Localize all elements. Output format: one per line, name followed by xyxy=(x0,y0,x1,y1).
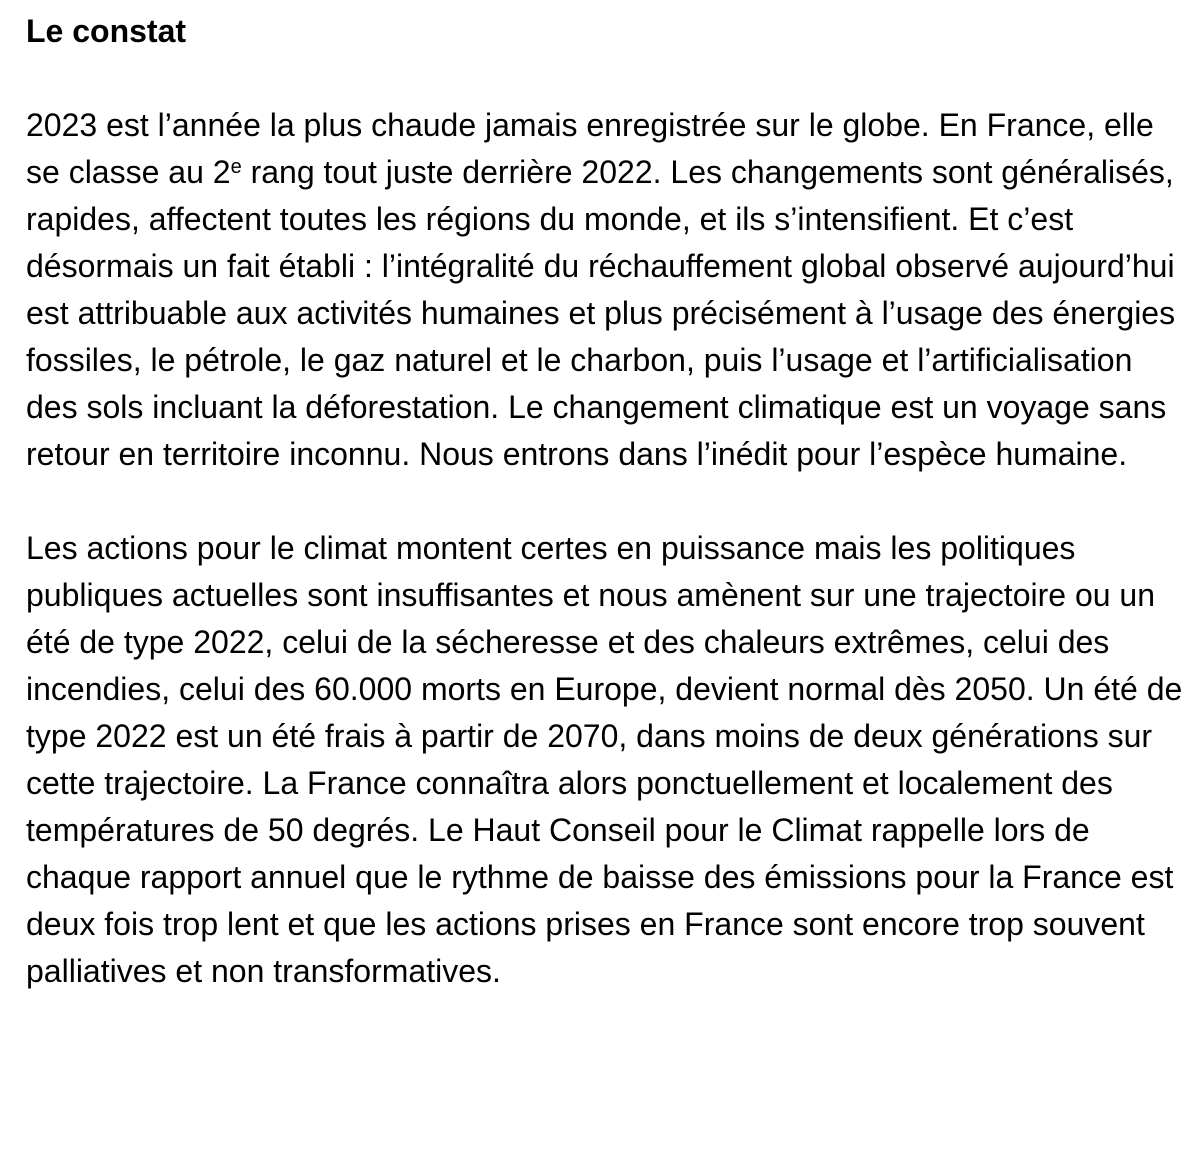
paragraph-1-text-start: 2023 est l’année la plus chaude jamais enregistrée sur le globe. En France, elle se classe au 2 xyxy=(26,107,1154,190)
section-heading: Le constat xyxy=(26,13,187,49)
paragraph-2: Les actions pour le climat montent certes en puissance mais les politiques publiques actuelles sont insuffisantes et nous amènent sur une trajectoire ou un été de type 2022, celui de la sécheresse et des chaleurs extrêmes, celui des incendies, celui des 60.000 morts en Europe, devient normal dès 2050. Un été de type 2022 est un été frais à partir de 2070, dans moins de deux générations sur cette trajectoire. La France connaîtra alors ponctuellement et localement des températures de 50 degrés. Le Haut Conseil pour le Climat rappelle lors de chaque rapport annuel que le rythme de baisse des émissions pour la France est deux fois trop lent et que les actions prises en France sont encore trop souvent palliatives et non transformatives. xyxy=(26,530,1183,989)
paragraph-1 xyxy=(26,102,1186,478)
ordinal-superscript: e xyxy=(230,156,242,178)
document-body xyxy=(26,0,1186,995)
paragraph-1-text-end: rang tout juste derrière 2022. Les changements sont généralisés, rapides, affectent toutes les régions du monde, et ils s’intensifient. Et c’est désormais un fait établi : l’intégralité du réchauffement global observé aujourd’hui est attribuable aux activités humaines et plus précisément à l’usage des énergies fossiles, le pétrole, le gaz naturel et le charbon, puis l’usage et l’artificialisation des sols incluant la déforestation. Le changement climatique est un voyage sans retour en territoire inconnu. Nous entrons dans l’inédit pour l’espèce humaine. xyxy=(26,154,1176,472)
